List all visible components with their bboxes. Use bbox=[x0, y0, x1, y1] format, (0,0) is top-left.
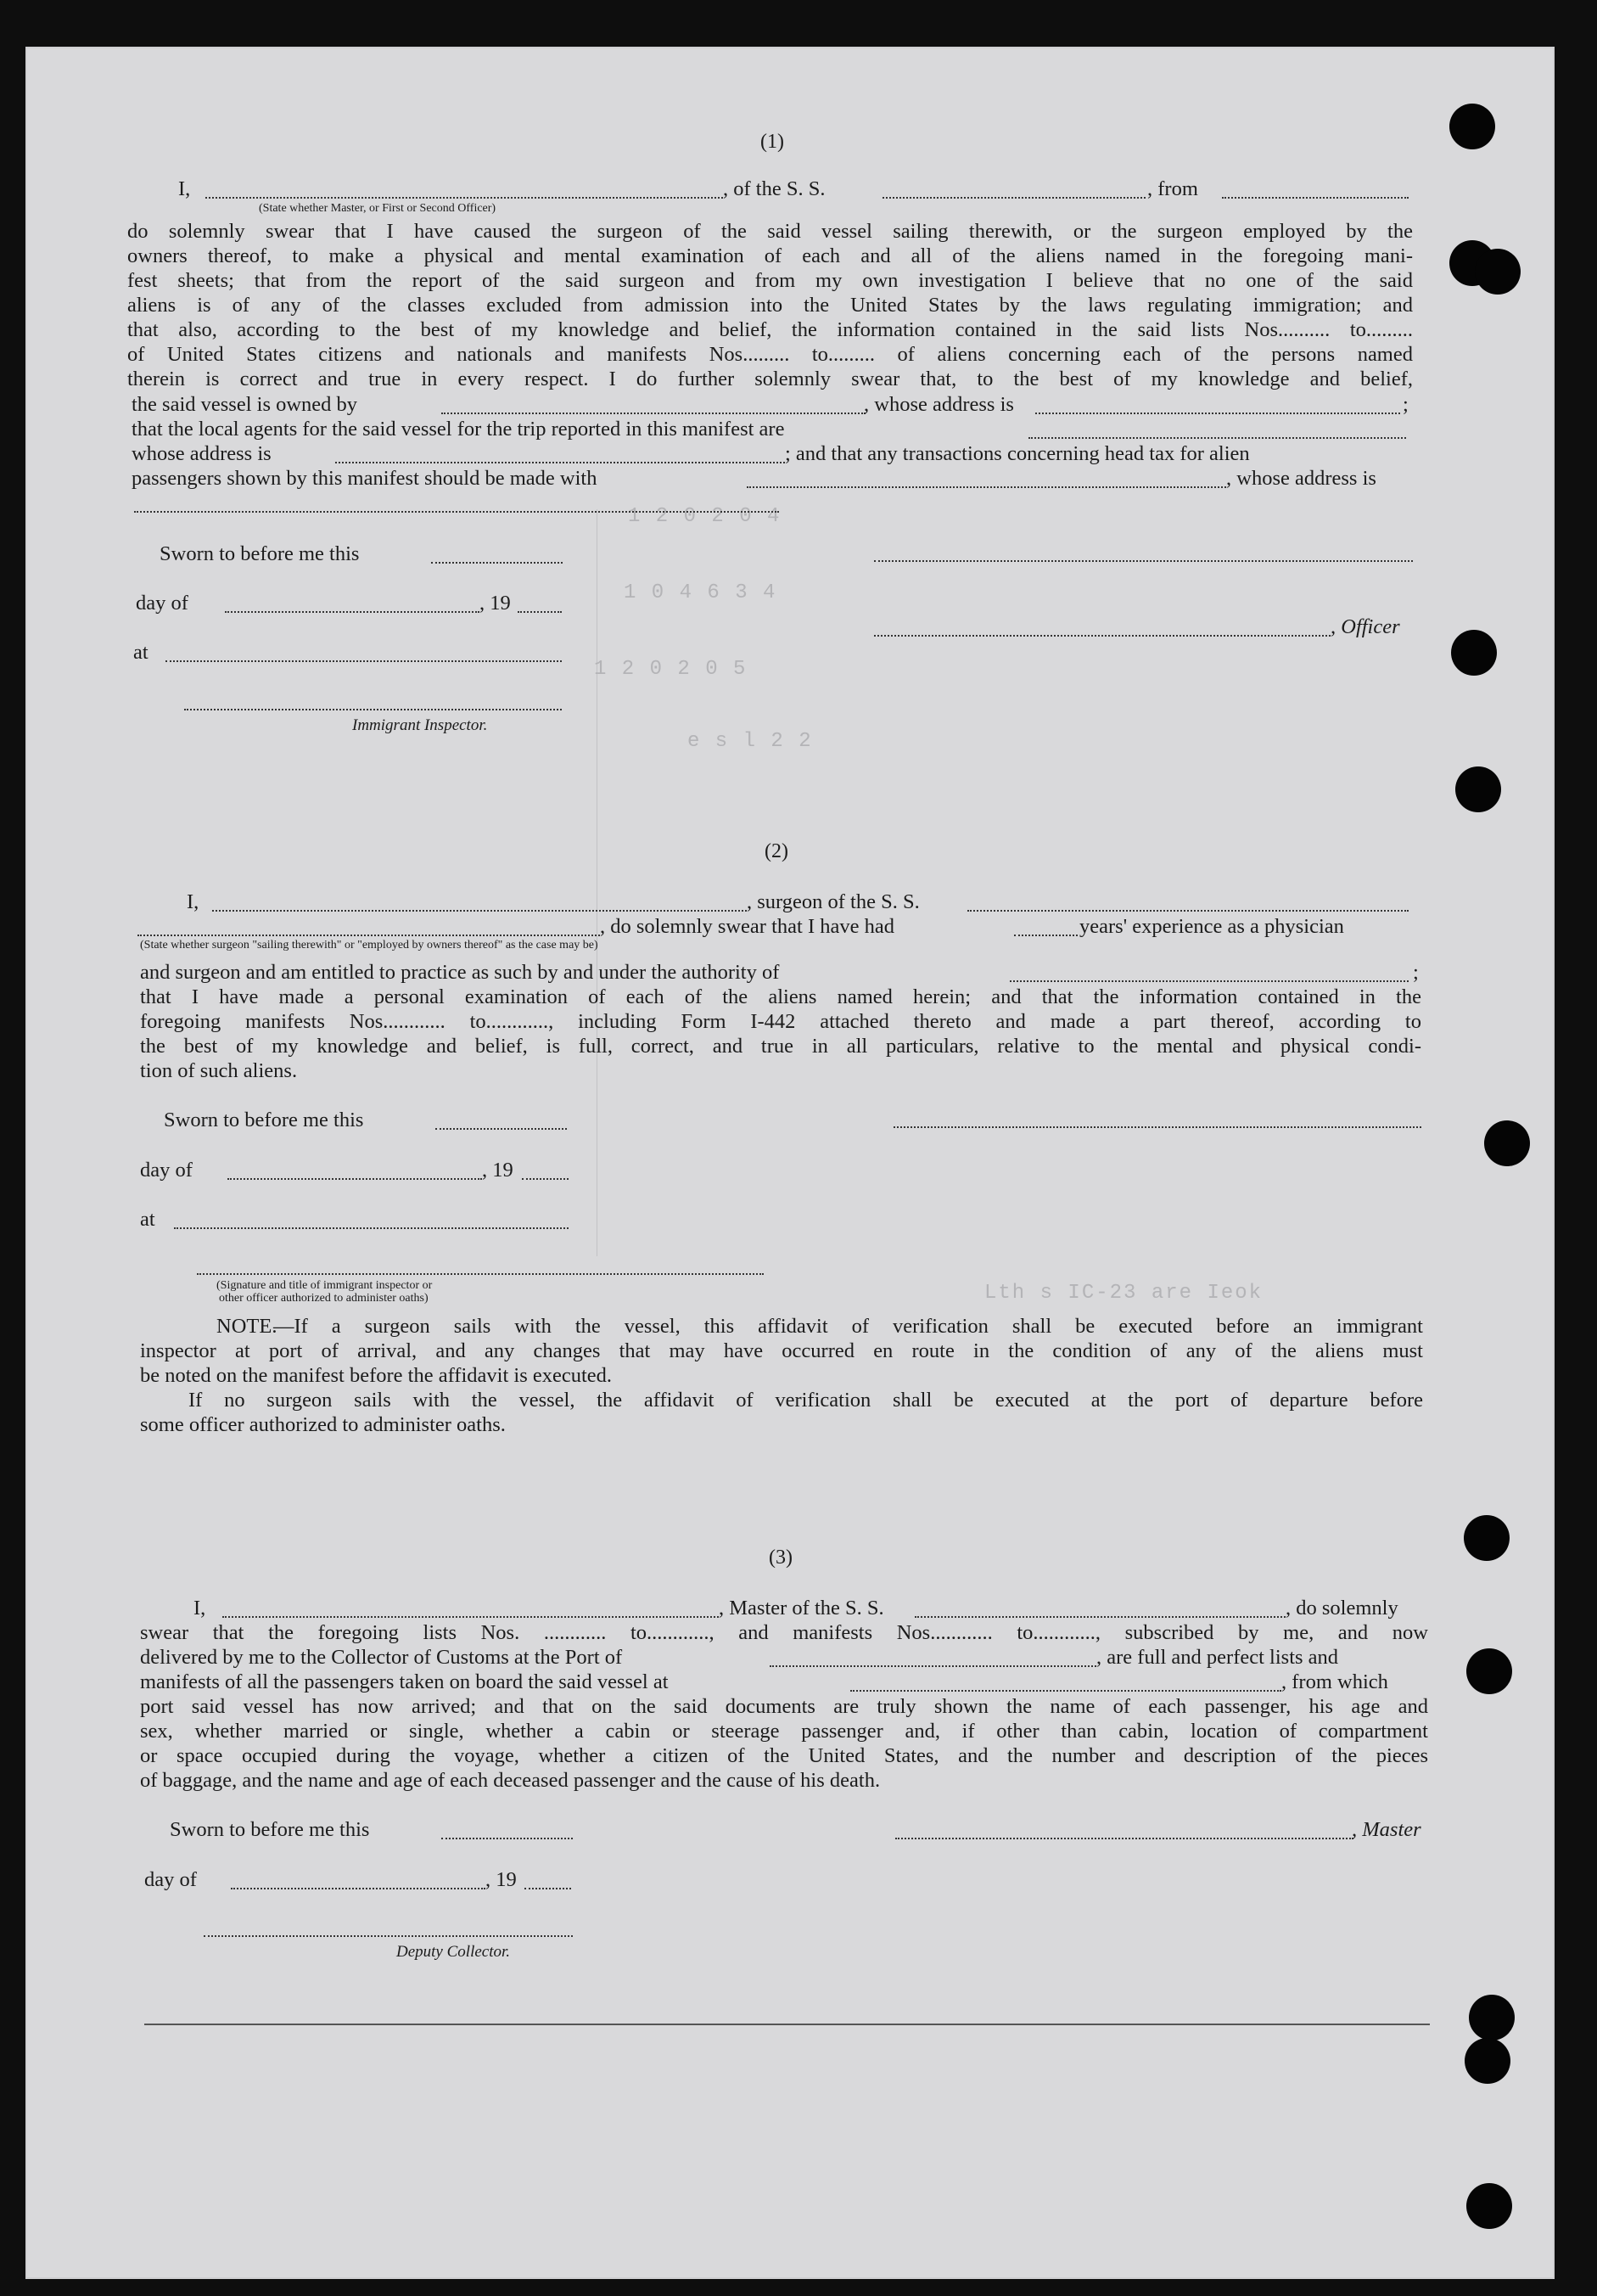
sworn-day-field[interactable] bbox=[435, 1128, 567, 1130]
oath-text-line: aliens is of any of the classes excluded from admission into the United States by the laws regulating immigration; and bbox=[127, 294, 1413, 317]
day-of-label: day of bbox=[140, 1159, 193, 1182]
master-text-line: swear that the foregoing lists Nos. ............ to............, and manifests Nos............ to............, subscribed by me, and now bbox=[140, 1621, 1428, 1644]
master-signature-field[interactable] bbox=[895, 1838, 1353, 1839]
local-agents-field[interactable] bbox=[1028, 437, 1406, 439]
note-text-line: If no surgeon sails with the vessel, the affidavit of verification shall be executed at the port of departure before bbox=[188, 1389, 1423, 1412]
from-which-text: , from which bbox=[1281, 1670, 1388, 1693]
vessel-name-field[interactable] bbox=[883, 197, 1146, 199]
sworn-day-field[interactable] bbox=[431, 562, 563, 564]
bleed-through-text: e s l 2 2 bbox=[687, 730, 813, 753]
year-label: , 19 bbox=[482, 1159, 513, 1182]
years-experience-text: years' experience as a physician bbox=[1079, 915, 1344, 938]
section-1-number: (1) bbox=[760, 131, 784, 153]
officer-title-field[interactable] bbox=[874, 635, 1331, 637]
surgeon-text-line: the best of my knowledge and belief, is full, correct, and true in all particulars, relative to the mental and physical condi- bbox=[140, 1035, 1421, 1058]
agents-address-field[interactable] bbox=[335, 462, 785, 463]
master-text-line: or space occupied during the voyage, whether a citizen of the United States, and the number and description of the pieces bbox=[140, 1744, 1428, 1767]
punch-hole bbox=[1484, 1120, 1530, 1166]
port-field[interactable] bbox=[770, 1665, 1096, 1667]
punch-hole bbox=[1464, 1515, 1510, 1561]
place-field[interactable] bbox=[174, 1227, 569, 1229]
surgeon-vessel-field[interactable] bbox=[967, 910, 1409, 912]
punch-hole bbox=[1451, 630, 1497, 676]
month-field[interactable] bbox=[225, 611, 479, 613]
bleed-through-text: 1 2 0 2 0 5 bbox=[594, 658, 748, 681]
owner-field[interactable] bbox=[441, 413, 866, 414]
of-the-ss-label: , of the S. S. bbox=[723, 177, 826, 200]
punch-hole bbox=[1449, 104, 1495, 149]
manifests-of-text: manifests of all the passengers taken on board the said vessel at bbox=[140, 1670, 669, 1693]
authority-field[interactable] bbox=[1010, 980, 1409, 982]
surgeon-type-note: (State whether surgeon "sailing therewith" or "employed by owners thereof" as the case may be) bbox=[140, 939, 598, 952]
at-label: at bbox=[140, 1208, 155, 1231]
practice-text: and surgeon and am entitled to practice as such by and under the authority of bbox=[140, 961, 780, 984]
year-field[interactable] bbox=[524, 1888, 571, 1889]
year-label: , 19 bbox=[479, 592, 511, 615]
master-vessel-field[interactable] bbox=[915, 1616, 1286, 1618]
master-of-label: , Master of the S. S. bbox=[719, 1597, 884, 1620]
surgeon-type-field[interactable] bbox=[137, 935, 600, 936]
punch-hole bbox=[1465, 2038, 1510, 2084]
master-i: I, bbox=[193, 1597, 206, 1620]
surgeon-text-line: that I have made a personal examination of each of the aliens named herein; and that the information contained in the bbox=[140, 985, 1421, 1008]
swear-text: , do solemnly swear that I have had bbox=[600, 915, 894, 938]
year-label: , 19 bbox=[485, 1868, 517, 1891]
inspector-signature-field[interactable] bbox=[197, 1273, 764, 1275]
embark-port-field[interactable] bbox=[850, 1690, 1281, 1692]
surgeon-name-field[interactable] bbox=[212, 910, 747, 912]
at-label: at bbox=[133, 641, 148, 664]
sworn-label: Sworn to before me this bbox=[164, 1109, 364, 1131]
head-tax-address-field[interactable] bbox=[134, 511, 779, 513]
bleed-through-text: 1 2 0 2 0 4 bbox=[628, 505, 782, 528]
officer-label: , Officer bbox=[1331, 615, 1400, 638]
punch-hole bbox=[1475, 249, 1521, 295]
immigrant-inspector-label: Immigrant Inspector. bbox=[352, 716, 488, 734]
note-text-line: —If a surgeon sails with the vessel, this affidavit of verification shall be executed before an immigrant bbox=[273, 1315, 1423, 1338]
master-text-line: sex, whether married or single, whether a cabin or steerage passenger and, if other than cabin, location of compartment bbox=[140, 1720, 1428, 1743]
officer-rank-note: (State whether Master, or First or Second Officer) bbox=[259, 202, 496, 215]
semicolon: ; bbox=[1413, 961, 1419, 984]
deputy-signature-field[interactable] bbox=[204, 1935, 573, 1937]
note-text-line: some officer authorized to administer oaths. bbox=[140, 1413, 506, 1436]
month-field[interactable] bbox=[227, 1178, 482, 1180]
officer-name-field[interactable] bbox=[205, 197, 723, 199]
oath-text-line: fest sheets; that from the report of the said surgeon and from my own investigation I believe that no one of the said bbox=[127, 269, 1413, 292]
years-field[interactable] bbox=[1014, 935, 1078, 936]
bleed-through-text: Lth s IC-23 are Ieok bbox=[984, 1282, 1264, 1305]
note-text-line: be noted on the manifest before the affidavit is executed. bbox=[140, 1364, 613, 1387]
section-2-number: (2) bbox=[765, 840, 788, 862]
master-text-line: port said vessel has now arrived; and that on the said documents are truly shown the name of each passenger, his age and bbox=[140, 1695, 1428, 1718]
sworn-label: Sworn to before me this bbox=[170, 1818, 370, 1841]
oath-text-line: therein is correct and true in every respect. I do further solemnly swear that, to the best of my knowledge and belief, bbox=[127, 368, 1413, 390]
punch-hole bbox=[1455, 766, 1501, 812]
surgeon-i: I, bbox=[187, 890, 199, 913]
punch-hole bbox=[1466, 1648, 1512, 1694]
surgeon-signature-field[interactable] bbox=[894, 1126, 1421, 1128]
head-tax-text: ; and that any transactions concerning head tax for alien bbox=[785, 442, 1250, 465]
from-label: , from bbox=[1147, 177, 1198, 200]
local-agents-label: that the local agents for the said vessel for the trip reported in this manifest are bbox=[132, 418, 785, 441]
semicolon: ; bbox=[1403, 393, 1409, 416]
owned-by-label: the said vessel is owned by bbox=[132, 393, 358, 416]
full-perfect-text: , are full and perfect lists and bbox=[1096, 1646, 1339, 1669]
delivered-text: delivered by me to the Collector of Customs at the Port of bbox=[140, 1646, 623, 1669]
from-port-field[interactable] bbox=[1222, 197, 1409, 199]
oath-text-line: do solemnly swear that I have caused the surgeon of the said vessel sailing therewith, or the surgeon employed by the bbox=[127, 220, 1413, 243]
oath-text-line: of United States citizens and nationals and manifests Nos......... to......... of aliens concerning each of the persons named bbox=[127, 343, 1413, 366]
owner-address-field[interactable] bbox=[1035, 413, 1400, 414]
month-field[interactable] bbox=[231, 1888, 485, 1889]
officer-signature-field[interactable] bbox=[874, 560, 1413, 562]
oath-text-line: owners thereof, to make a physical and mental examination of each and all of the aliens named in the foregoing mani- bbox=[127, 244, 1413, 267]
punch-hole bbox=[1469, 1995, 1515, 2041]
surgeon-of-label: , surgeon of the S. S. bbox=[747, 890, 920, 913]
place-field[interactable] bbox=[165, 660, 562, 662]
sworn-day-field[interactable] bbox=[441, 1838, 573, 1839]
note-label: NOTE. bbox=[216, 1315, 277, 1338]
do-solemnly-text: , do solemnly bbox=[1286, 1597, 1398, 1620]
bleed-through-text: 1 0 4 6 3 4 bbox=[624, 581, 777, 604]
master-name-field[interactable] bbox=[222, 1616, 719, 1618]
master-text-line: of baggage, and the name and age of each deceased passenger and the cause of his death. bbox=[140, 1769, 881, 1792]
oath-officer-i: I, bbox=[178, 177, 191, 200]
bottom-rule bbox=[144, 2024, 1430, 2025]
agents-address-label: whose address is bbox=[132, 442, 272, 465]
note-text-line: inspector at port of arrival, and any changes that may have occurred en route in the condition of any of the aliens must bbox=[140, 1339, 1423, 1362]
section-3-number: (3) bbox=[769, 1547, 793, 1569]
master-label: , Master bbox=[1352, 1818, 1421, 1841]
signature-note: (Signature and title of immigrant inspector or bbox=[216, 1279, 433, 1292]
day-of-label: day of bbox=[136, 592, 188, 615]
inspector-signature-field[interactable] bbox=[184, 709, 562, 710]
passengers-text: passengers shown by this manifest should be made with bbox=[132, 467, 597, 490]
day-of-label: day of bbox=[144, 1868, 197, 1891]
surgeon-text-line: tion of such aliens. bbox=[140, 1059, 298, 1082]
sworn-label: Sworn to before me this bbox=[160, 542, 360, 565]
whose-address-label: , whose address is bbox=[1226, 467, 1376, 490]
head-tax-contact-field[interactable] bbox=[747, 486, 1226, 488]
oath-text-line: that also, according to the best of my knowledge and belief, the information contained in the said lists Nos.......... to......... bbox=[127, 318, 1413, 341]
signature-note: other officer authorized to administer oaths) bbox=[219, 1292, 429, 1305]
punch-hole bbox=[1466, 2183, 1512, 2229]
year-field[interactable] bbox=[518, 611, 562, 613]
year-field[interactable] bbox=[522, 1178, 569, 1180]
surgeon-text-line: foregoing manifests Nos............ to............, including Form I-442 attached thereto and made a part thereof, according to bbox=[140, 1010, 1421, 1033]
deputy-collector-label: Deputy Collector. bbox=[396, 1943, 511, 1961]
whose-address-label: , whose address is bbox=[864, 393, 1014, 416]
